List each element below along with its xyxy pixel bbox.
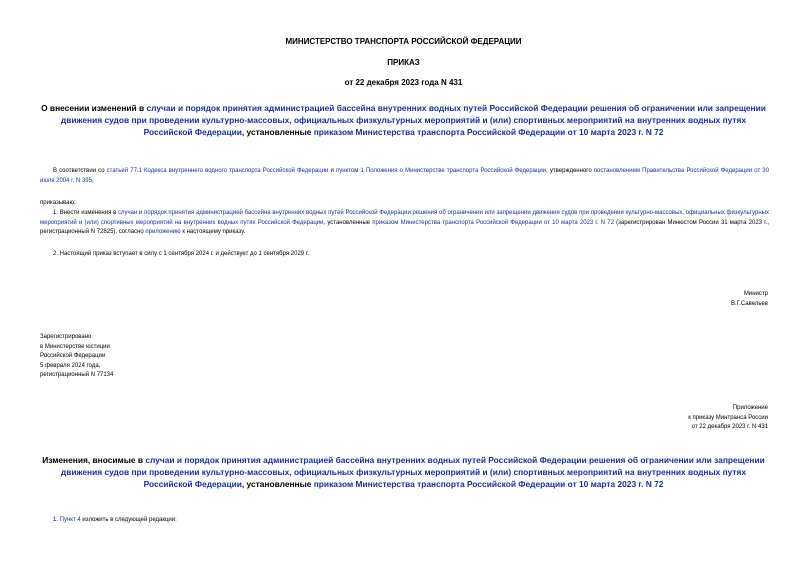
order-title [40, 102, 767, 138]
item1-link-cases[interactable]: случаи и порядок принятия администрацией бассейна внутренних водных путей Российской Федерации решения об ограничении или запрещении движения судов при проведении культурно-массовых, официальных физкультурных мероприятий и (или) спортивных мероприятий на внутренних водных путях Российской Федерации [40, 210, 769, 226]
item1-text-3: (зарегистрирован Минюстом России 31 марта 2023 г., регистрационный N 72825), согласно [40, 219, 769, 235]
preamble-link-decree[interactable]: постановлением Правительства Российской Федерации от 30 июля 2004 г. N 395 [40, 168, 769, 184]
preamble-text-2: и [328, 168, 336, 174]
change-item-1 [53, 516, 177, 526]
order-item-1 [40, 209, 769, 238]
preamble-text-4: , [91, 177, 94, 184]
item1-link-order72[interactable]: приказом Министерства транспорта Российской Федерации от 10 марта 2023 г. N 72 [372, 219, 614, 226]
changes-title [40, 454, 767, 490]
title-prefix: О внесении изменений в [41, 103, 147, 113]
change1-text-1: 1. [53, 517, 60, 523]
title-link-order72[interactable]: приказом Министерства транспорта Российской Федерации от 10 марта 2023 г. N 72 [313, 127, 664, 137]
registration-line: Российской Федерации [40, 353, 106, 359]
preamble-text-3: , утвержденного [546, 168, 594, 174]
title-link-cases[interactable]: случаи и порядок принятия администрацией бассейна внутренних водных путей Российской Федерации решения об ограничении или запрещении движения судов при проведении культурно-массовых, официальных физкультурных мероприятий и (или) спортивных мероприятий на внутренних водных путях Российской Федерации [60, 103, 766, 137]
changes-title-prefix: Изменения, вносимые в [42, 455, 146, 465]
preamble-text-1: В соответствии со [53, 168, 107, 174]
signature-name: В.Г.Савельев [731, 301, 768, 307]
registration-block [40, 333, 113, 381]
doc-type-heading: ПРИКАЗ [387, 58, 420, 67]
changes-title-link-cases[interactable]: случаи и порядок принятия администрацией бассейна внутренних водных путей Российской Федерации решения об ограничении или запрещении движения судов при проведении культурно-массовых, официальных физкультурных мероприятий и (или) спортивных мероприятий на внутренних водных путях Российской Федерации [60, 455, 765, 489]
registration-line: в Министерстве юстиции [40, 343, 110, 350]
item1-text-1: 1. Внести изменения в [53, 210, 118, 216]
item1-text-2: , установленные [323, 219, 373, 226]
registration-line: 5 февраля 2024 года, [40, 362, 101, 369]
change1-link-item4[interactable]: Пункт 4 [59, 517, 81, 523]
order-item-2: 2. Настоящий приказ вступает в силу с 1 сентября 2024 г. и действует до 1 сентября 2029 г. [53, 251, 309, 257]
preamble-link-regulation[interactable]: пунктом 1 Положения о Министерстве транспорта Российской Федерации [335, 168, 547, 174]
appendix-line: от 22 декабря 2023 г. N 431 [691, 424, 768, 430]
preamble [40, 167, 769, 186]
appendix-line: Приложение [732, 405, 768, 411]
registration-line: Зарегистрировано [40, 334, 92, 340]
title-mid: , установленные [241, 127, 314, 137]
changes-title-link-order72[interactable]: приказом Министерства транспорта Российской Федерации от 10 марта 2023 г. N 72 [313, 479, 664, 489]
registration-line: регистрационный N 77134 [40, 372, 114, 378]
item1-text-4: к настоящему приказу. [180, 229, 246, 235]
doc-date-number: от 22 декабря 2023 года N 431 [344, 78, 463, 87]
changes-title-mid: , установленные [241, 479, 314, 489]
change1-text-2: изложить в следующей редакции: [80, 517, 177, 523]
signature-position: Министр [743, 291, 768, 297]
ministry-heading: МИНИСТЕРСТВО ТРАНСПОРТА РОССИЙСКОЙ ФЕДЕРАЦИИ [285, 37, 522, 46]
appendix-line: к приказу Минтранса России [688, 414, 768, 421]
appendix-block [688, 404, 768, 433]
preamble-link-article[interactable]: статьей 77.1 Кодекса внутреннего водного транспорта Российской Федерации [106, 168, 329, 174]
item1-link-appendix[interactable]: приложению [145, 229, 181, 235]
order-word: приказываю: [40, 200, 76, 206]
